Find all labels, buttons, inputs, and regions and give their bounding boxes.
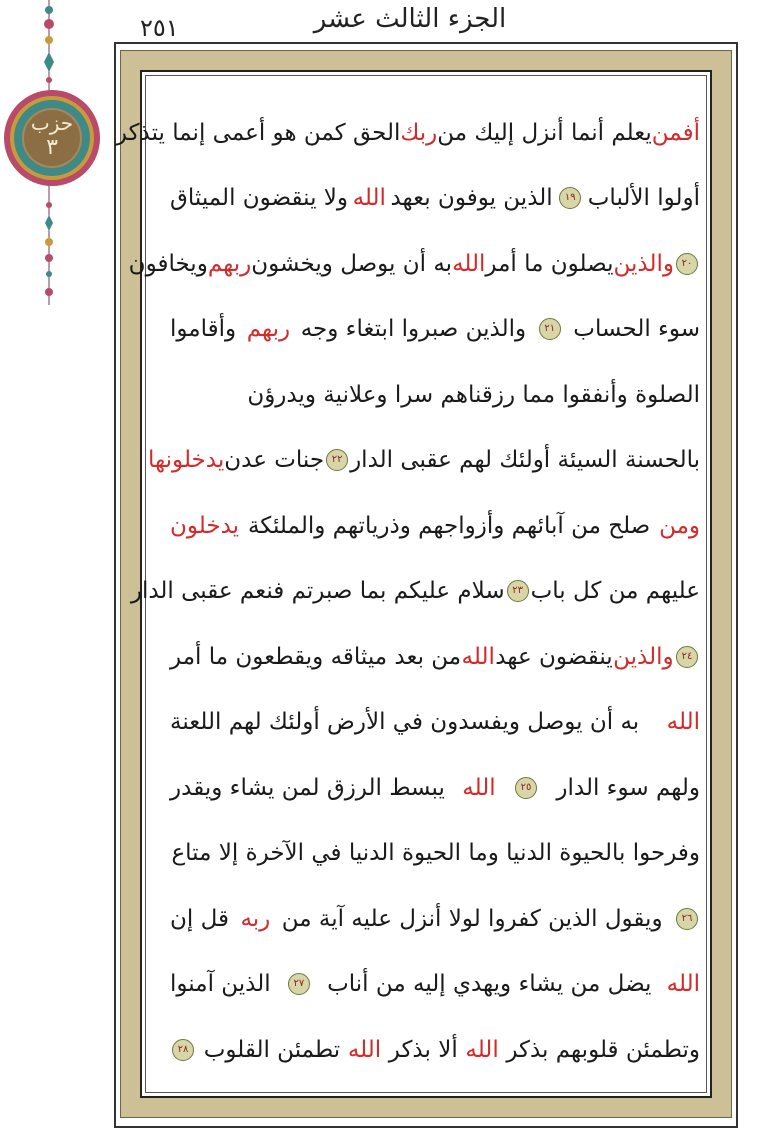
ayah-number-marker: ٢٣	[507, 580, 529, 602]
page-number: ٢٥١	[140, 14, 179, 42]
divine-name-text: ربهم	[246, 316, 291, 343]
verse-text: الذين آمنوا	[170, 971, 271, 998]
hizb-number: ٣	[46, 135, 58, 160]
verse-line	[170, 493, 700, 559]
verse-text: ولا ينقضون الميثاق	[170, 185, 349, 212]
divine-name-text: أفمن	[651, 119, 700, 146]
verse-text: الحق كمن هو أعمى إنما يتذكر	[115, 119, 401, 146]
divine-name-text: الله	[462, 774, 496, 801]
juz-title: الجزء الثالث عشر	[313, 4, 507, 34]
ayah-number-marker: ٢٤	[676, 646, 698, 668]
verse-text: من بعد ميثاقه ويقطعون ما أمر	[170, 643, 462, 670]
divine-name-text: ربهم	[207, 250, 252, 277]
verse-text: ويخافون	[128, 250, 208, 277]
divine-name-text: ربه	[240, 905, 271, 932]
divine-name-text: يدخلون	[170, 512, 240, 539]
verse-text: وتطمئن قلوبهم بذكر	[506, 1036, 700, 1063]
ayah-number-marker: ١٩	[559, 187, 581, 209]
verse-line	[170, 886, 700, 952]
ayah-number-marker: ٢٦	[676, 908, 698, 930]
verse-line	[170, 690, 700, 756]
verse-line	[130, 559, 700, 625]
verse-text: ألا بذكر	[388, 1036, 458, 1063]
verse-text: عليهم من كل باب	[530, 578, 700, 605]
verse-line	[170, 755, 700, 821]
verse-line	[115, 100, 700, 166]
verse-text: يضل من يشاء ويهدي إليه من أناب	[327, 971, 652, 998]
divine-name-text: يدخلونها	[148, 447, 225, 474]
divine-name-text: الله	[666, 709, 700, 736]
hizb-label: حزب	[30, 111, 74, 135]
verse-text: وأقاموا	[170, 316, 237, 343]
divine-name-text: الله	[347, 1036, 382, 1063]
verse-line	[170, 1017, 700, 1083]
verse-text: يبسط الرزق لمن يشاء ويقدر	[170, 774, 445, 801]
verse-text: ينقضون عهد	[495, 643, 613, 670]
verse-text: ويقول الذين كفروا لولا أنزل عليه آية من	[281, 905, 663, 932]
verse-text: والذين صبروا ابتغاء وجه	[300, 316, 527, 343]
divine-name-text: والذين	[613, 643, 674, 670]
verse-text-block	[115, 100, 700, 1083]
verse-text: الصلوة وأنفقوا مما رزقناهم سرا وعلانية ويدرؤن	[247, 381, 700, 408]
divine-name-text: الله	[352, 185, 386, 212]
hizb-medallion	[2, 88, 102, 188]
verse-text: سوء الحساب	[573, 316, 700, 343]
verse-text: أولوا الألباب	[587, 185, 700, 212]
verse-text: يصلون ما أمر	[485, 250, 614, 277]
verse-line	[128, 231, 700, 297]
ayah-number-marker: ٢٧	[288, 973, 310, 995]
divine-name-text: والذين	[613, 250, 674, 277]
verse-text: صلح من آبائهم وأزواجهم وذرياتهم والملئكة	[247, 512, 651, 539]
verse-text: سلام عليكم بما صبرتم فنعم عقبى الدار	[130, 578, 505, 605]
verse-text: الذين يوفون بعهد	[390, 185, 553, 212]
ayah-number-marker: ٢١	[539, 318, 561, 340]
divine-name-text: الله	[461, 643, 495, 670]
verse-line	[170, 952, 700, 1018]
verse-text: تطمئن القلوب	[203, 1036, 341, 1063]
verse-text: وفرحوا بالحيوة الدنيا وما الحيوة الدنيا في الآخرة إلا متاع	[171, 840, 700, 867]
verse-line	[170, 166, 700, 232]
ayah-number-marker: ٢٨	[172, 1039, 194, 1061]
ayah-number-marker: ٢٢	[326, 449, 348, 471]
verse-line	[170, 297, 700, 363]
divine-name-text: الله	[465, 1036, 499, 1063]
verse-text: بالحسنة السيئة أولئك لهم عقبى الدار	[350, 447, 700, 474]
ayah-number-marker: ٢٥	[515, 777, 537, 799]
verse-text: به أن يوصل ويفسدون في الأرض أولئك لهم اللعنة	[170, 709, 640, 736]
verse-line	[148, 428, 700, 494]
verse-text: جنات عدن	[224, 447, 325, 474]
verse-line	[170, 821, 700, 887]
verse-text: قل إن	[170, 905, 230, 932]
verse-text: ولهم سوء الدار	[556, 774, 700, 801]
divine-name-text: ومن	[659, 512, 700, 539]
verse-text: يعلم أنما أنزل إليك من	[437, 119, 652, 146]
ayah-number-marker: ٢٠	[676, 253, 698, 275]
verse-text: به أن يوصل ويخشون	[251, 250, 453, 277]
verse-line	[170, 624, 700, 690]
verse-line	[170, 362, 700, 428]
divine-name-text: ربك	[400, 119, 438, 146]
divine-name-text: الله	[452, 250, 486, 277]
divine-name-text: الله	[666, 971, 700, 998]
